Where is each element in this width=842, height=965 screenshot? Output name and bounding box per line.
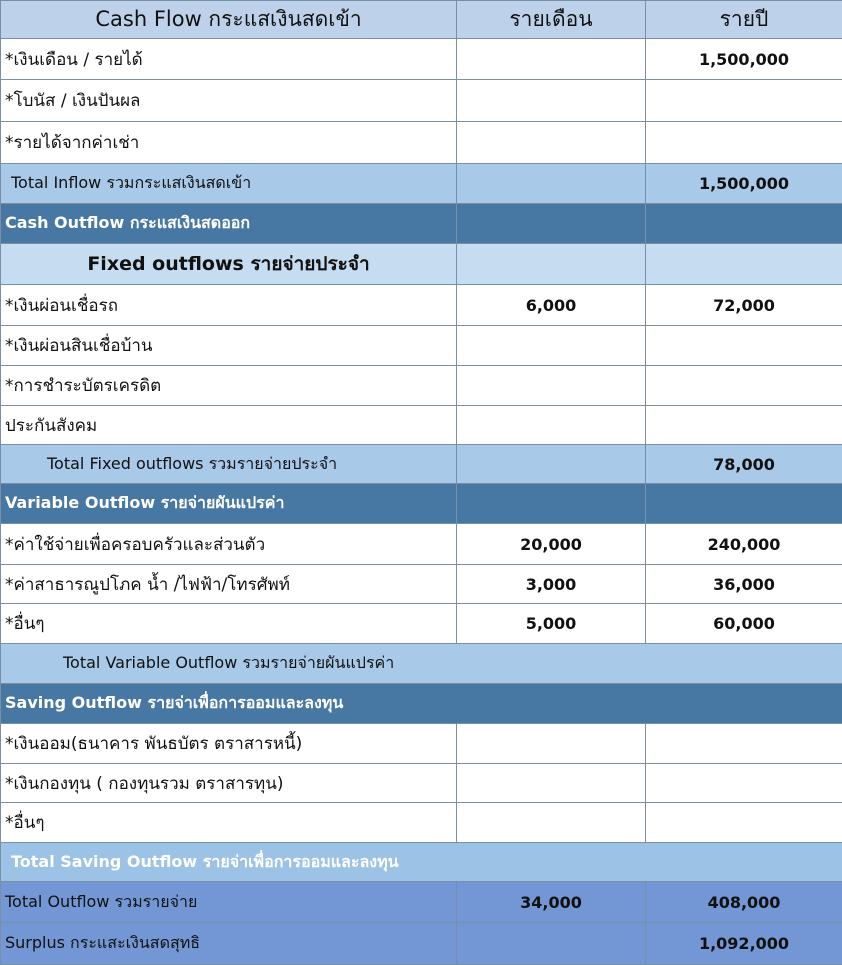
- row-yearly: 78,000: [646, 445, 842, 484]
- row-label: *ค่าใช้จ่ายเพื่อครอบครัวและส่วนตัว: [1, 524, 457, 565]
- row-label: ประกันสังคม: [1, 406, 457, 445]
- total-fixed-row: [1, 445, 842, 484]
- table-row: [1, 524, 842, 565]
- table-row: [1, 366, 842, 406]
- row-monthly: [457, 39, 646, 80]
- row-monthly: 34,000: [457, 882, 646, 923]
- header-yearly: รายปี: [646, 1, 842, 39]
- section-label: Fixed outflows รายจ่ายประจำ: [1, 244, 457, 285]
- row-yearly: [646, 406, 842, 445]
- total-inflow-row: [1, 164, 842, 204]
- fixed-outflows-header-row: [1, 244, 842, 285]
- header-row: [1, 1, 842, 39]
- table-row: [1, 285, 842, 326]
- row-label: Total Inflow รวมกระแสเงินสดเข้า: [1, 164, 457, 204]
- row-monthly: [457, 764, 646, 803]
- row-yearly: 1,500,000: [646, 164, 842, 204]
- variable-outflow-section-row: [1, 484, 842, 524]
- row-monthly: [457, 80, 646, 122]
- table-row: [1, 122, 842, 164]
- empty-cell: [646, 244, 842, 285]
- table-row: [1, 803, 842, 843]
- row-yearly: [646, 80, 842, 122]
- row-monthly: [457, 164, 646, 204]
- row-monthly: [457, 923, 646, 965]
- row-label: *เงินกองทุน ( กองทุนรวม ตราสารทุน): [1, 764, 457, 803]
- row-yearly: 60,000: [646, 604, 842, 644]
- row-label: Total Outflow รวมรายจ่าย: [1, 882, 457, 923]
- row-label: *เงินออม(ธนาคาร พันธบัตร ตราสารหนี้): [1, 724, 457, 764]
- row-label: *เงินเดือน / รายได้: [1, 39, 457, 80]
- row-yearly: [646, 122, 842, 164]
- row-label: *อื่นๆ: [1, 803, 457, 843]
- table-row: [1, 764, 842, 803]
- row-yearly: 1,092,000: [646, 923, 842, 965]
- row-yearly: 72,000: [646, 285, 842, 326]
- total-variable-row: [1, 644, 842, 684]
- row-monthly: [457, 803, 646, 843]
- row-label: *การชำระบัตรเครดิต: [1, 366, 457, 406]
- row-label: *ค่าสาธารณูปโภค น้ำ /ไฟฟ้า/โทรศัพท์: [1, 565, 457, 604]
- surplus-row: [1, 923, 842, 965]
- row-monthly: 3,000: [457, 565, 646, 604]
- row-monthly: 6,000: [457, 285, 646, 326]
- empty-cell: [646, 484, 842, 524]
- cash-outflow-section-row: [1, 204, 842, 244]
- table-row: [1, 565, 842, 604]
- section-label: Saving Outflow รายจ่าเพื่อการออมและลงทุน: [1, 684, 842, 724]
- row-monthly: [457, 366, 646, 406]
- row-label: *รายได้จากค่าเช่า: [1, 122, 457, 164]
- row-monthly: [457, 406, 646, 445]
- row-monthly: 20,000: [457, 524, 646, 565]
- header-label: Cash Flow กระแสเงินสดเข้า: [1, 1, 457, 39]
- row-monthly: [457, 445, 646, 484]
- table-row: [1, 39, 842, 80]
- row-label: Total Saving Outflow รายจ่าเพื่อการออมและลงทุน: [1, 843, 842, 882]
- row-yearly: [646, 724, 842, 764]
- row-yearly: [646, 764, 842, 803]
- row-label: *เงินผ่อนเชื่อรถ: [1, 285, 457, 326]
- table-row: [1, 724, 842, 764]
- table-row: [1, 406, 842, 445]
- total-outflow-row: [1, 882, 842, 923]
- row-yearly: [646, 326, 842, 366]
- empty-cell: [457, 204, 646, 244]
- row-yearly: [646, 803, 842, 843]
- row-label: *โบนัส / เงินปันผล: [1, 80, 457, 122]
- row-label: Total Variable Outflow รวมรายจ่ายผันแปรค่า: [1, 644, 842, 684]
- section-label: Cash Outflow กระแสเงินสดออก: [1, 204, 457, 244]
- row-yearly: 408,000: [646, 882, 842, 923]
- row-yearly: 240,000: [646, 524, 842, 565]
- row-monthly: [457, 122, 646, 164]
- empty-cell: [457, 484, 646, 524]
- section-label: Variable Outflow รายจ่ายผันแปรค่า: [1, 484, 457, 524]
- table-row: [1, 80, 842, 122]
- row-label: Surplus กระแสะเงินสดสุทธิ: [1, 923, 457, 965]
- total-saving-row: [1, 843, 842, 882]
- table-row: [1, 326, 842, 366]
- row-label: *อื่นๆ: [1, 604, 457, 644]
- row-label: Total Fixed outflows รวมรายจ่ายประจำ: [1, 445, 457, 484]
- row-monthly: 5,000: [457, 604, 646, 644]
- empty-cell: [457, 244, 646, 285]
- row-label: *เงินผ่อนสินเชื่อบ้าน: [1, 326, 457, 366]
- row-monthly: [457, 724, 646, 764]
- row-yearly: 1,500,000: [646, 39, 842, 80]
- saving-outflow-section-row: [1, 684, 842, 724]
- empty-cell: [646, 204, 842, 244]
- table-row: [1, 604, 842, 644]
- row-yearly: [646, 366, 842, 406]
- header-monthly: รายเดือน: [457, 1, 646, 39]
- row-monthly: [457, 326, 646, 366]
- row-yearly: 36,000: [646, 565, 842, 604]
